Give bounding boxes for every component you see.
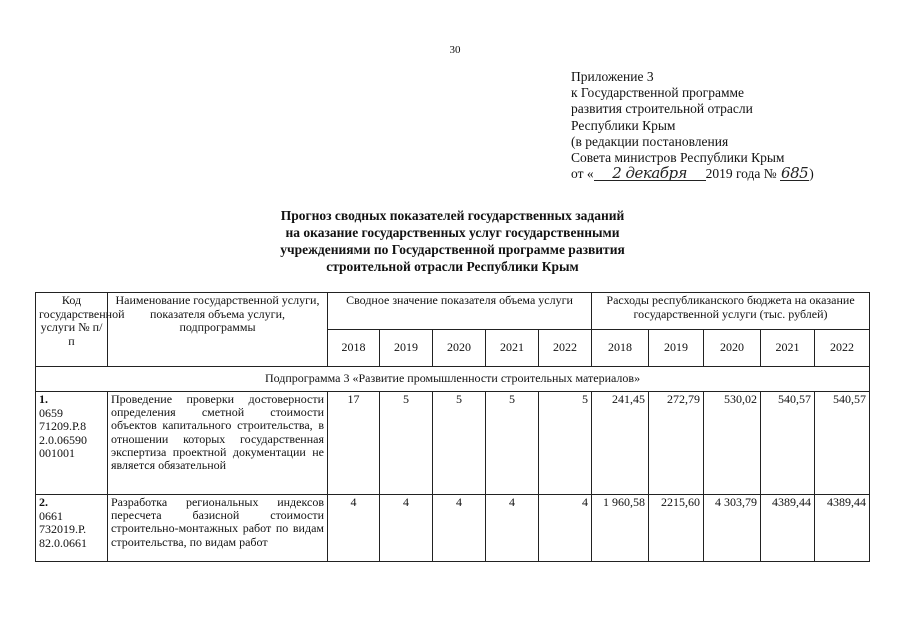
title-line: строительной отрасли Республики Крым [326, 259, 579, 274]
appendix-block [571, 69, 891, 182]
budget-value: 4389,44 [815, 495, 870, 562]
service-code: 0659 71209.Р.8 2.0.06590 001001 [39, 405, 87, 460]
header-code: Код государственной услуги № п/п [36, 293, 108, 367]
header-name: Наименование государственной услуги, показателя объема услуги, подпрограммы [108, 293, 328, 367]
year-header: 2018 [328, 330, 380, 367]
handwritten-number: 685 [781, 164, 809, 183]
year-header: 2020 [704, 330, 761, 367]
budget-value: 4389,44 [761, 495, 815, 562]
year-header: 2021 [761, 330, 815, 367]
appendix-line: Республики Крым [571, 117, 676, 133]
appendix-line: (в редакции постановления [571, 133, 729, 149]
volume-value: 17 [328, 392, 380, 495]
volume-value: 5 [433, 392, 486, 495]
document-title [220, 207, 685, 275]
budget-value: 1 960,58 [592, 495, 649, 562]
year-header: 2018 [592, 330, 649, 367]
service-code-cell [36, 392, 108, 495]
appendix-line: к Государственной программе [571, 85, 745, 101]
row-number: 1. [39, 392, 48, 406]
subprogram-row: Подпрограмма 3 «Развитие промышленности строительных материалов» [36, 367, 870, 392]
budget-value: 272,79 [649, 392, 704, 495]
service-name: Проведение проверки достоверности определения сметной стоимости объектов капитального строительства, в отношении которых государственная экспертиза проектной документации не является обязательной [108, 392, 328, 495]
volume-value: 4 [380, 495, 433, 562]
appendix-date-line [571, 166, 891, 182]
volume-value: 5 [380, 392, 433, 495]
title-line: Прогноз сводных показателей государственных заданий [280, 208, 625, 223]
service-code: 0661 732019.Р. 82.0.0661 [39, 508, 87, 550]
date-prefix: от « [571, 166, 594, 182]
volume-value: 4 [433, 495, 486, 562]
title-line: учреждениями по Государственной программе развития [280, 242, 625, 257]
service-code-cell [36, 495, 108, 562]
budget-value: 2215,60 [649, 495, 704, 562]
service-name: Разработка региональных индексов пересчета базисной стоимости строительно-монтажных работ по видам строительства, по видам работ [108, 495, 328, 562]
year-header: 2021 [486, 330, 539, 367]
budget-value: 241,45 [592, 392, 649, 495]
page-number: 30 [449, 44, 461, 56]
budget-value: 4 303,79 [704, 495, 761, 562]
title-line: на оказание государственных услуг государственными [285, 225, 620, 240]
handwritten-date: 2 декабря [594, 166, 706, 181]
appendix-line: развития строительной отрасли [571, 101, 753, 117]
year-header: 2019 [649, 330, 704, 367]
volume-value: 5 [486, 392, 539, 495]
volume-value: 4 [486, 495, 539, 562]
year-header: 2022 [815, 330, 870, 367]
row-number: 2. [39, 495, 48, 509]
appendix-line: Приложение 3 [571, 69, 654, 84]
appendix-line: Совета министров Республики Крым [571, 150, 785, 166]
table-row [36, 392, 870, 495]
budget-value: 530,02 [704, 392, 761, 495]
year-header: 2022 [539, 330, 592, 367]
volume-value: 5 [539, 392, 592, 495]
volume-value: 4 [328, 495, 380, 562]
header-budget: Расходы республиканского бюджета на оказание государственной услуги (тыс. рублей) [592, 293, 870, 330]
header-volume: Сводное значение показателя объема услуги [328, 293, 592, 330]
year-header: 2019 [380, 330, 433, 367]
year-header: 2020 [433, 330, 486, 367]
date-suffix: 2019 года № [705, 166, 777, 182]
forecast-table [35, 292, 870, 562]
table-row [36, 495, 870, 562]
volume-value: 4 [539, 495, 592, 562]
closing-paren: ) [809, 166, 814, 182]
budget-value: 540,57 [815, 392, 870, 495]
budget-value: 540,57 [761, 392, 815, 495]
